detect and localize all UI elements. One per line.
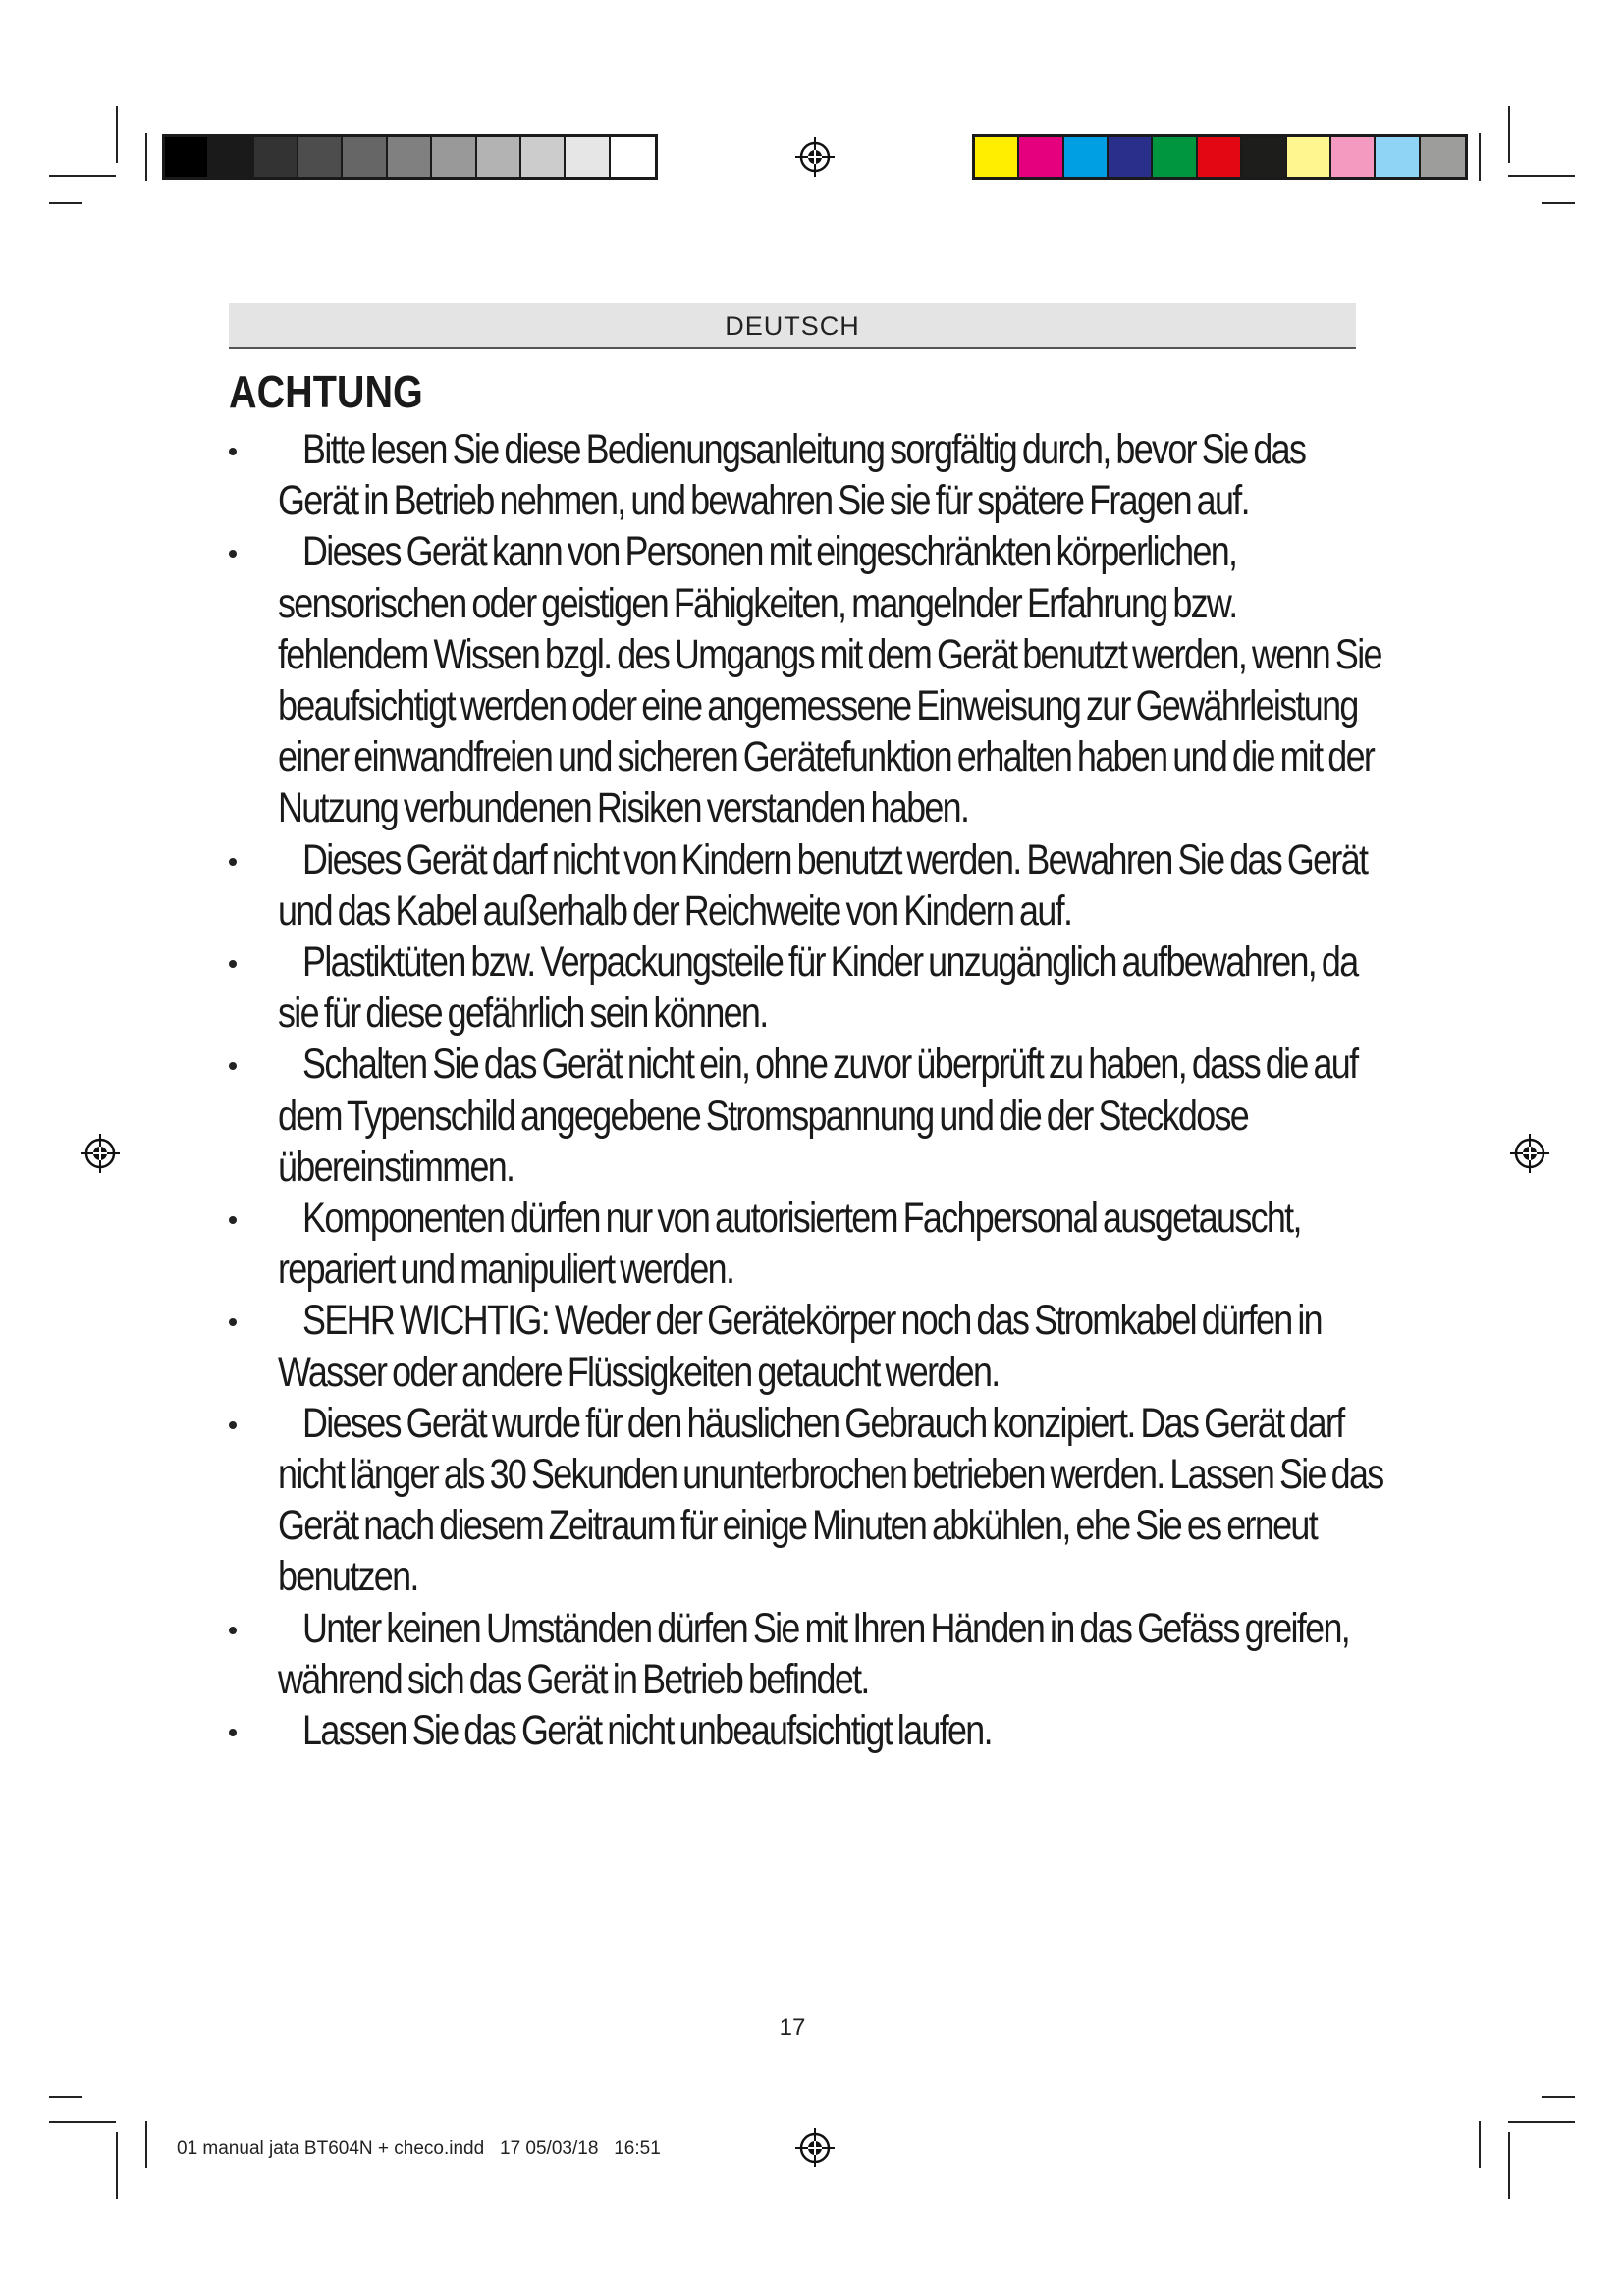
bullet-icon bbox=[229, 1216, 237, 1224]
bullet-icon bbox=[229, 858, 237, 866]
language-header: DEUTSCH bbox=[229, 303, 1356, 349]
bullet-icon bbox=[229, 550, 237, 558]
color-swatch bbox=[1019, 137, 1063, 177]
bullet-icon bbox=[229, 448, 237, 455]
crop-mark bbox=[1508, 175, 1575, 177]
grayscale-color-bar bbox=[162, 134, 658, 180]
list-item-text: Unter keinen Umständen dürfen Sie mit Ihren Händen in das Gefäss greifen, während sich das Gerät in Betrieb befindet. bbox=[278, 1604, 1350, 1703]
crop-mark bbox=[145, 2121, 147, 2168]
crop-mark bbox=[116, 106, 118, 163]
list-item bbox=[229, 1193, 1387, 1295]
crop-mark bbox=[1508, 2121, 1575, 2123]
color-swatch bbox=[343, 137, 387, 177]
crop-mark bbox=[1479, 133, 1481, 181]
color-swatch bbox=[1064, 137, 1109, 177]
color-swatch bbox=[1421, 137, 1465, 177]
list-item bbox=[229, 424, 1387, 526]
color-swatch bbox=[521, 137, 566, 177]
crop-mark bbox=[1508, 106, 1510, 163]
color-swatch bbox=[254, 137, 298, 177]
color-swatch bbox=[1242, 137, 1286, 177]
list-item-text: Dieses Gerät wurde für den häuslichen Gebrauch konzipiert. Das Gerät darf nicht länger als 30 Sekunden ununterbrochen betrieben werden. Lassen Sie das Gerät nach diesem Zeitraum für einige Minuten abkühlen, ehe Sie es erneut benutzen. bbox=[278, 1399, 1383, 1601]
color-swatch bbox=[1198, 137, 1242, 177]
color-swatch bbox=[566, 137, 610, 177]
registration-mark-icon bbox=[795, 2128, 835, 2167]
registration-mark-icon bbox=[795, 137, 835, 177]
color-swatch bbox=[1331, 137, 1376, 177]
crop-mark bbox=[49, 2096, 82, 2098]
bullet-icon bbox=[229, 1627, 237, 1634]
registration-mark-icon bbox=[1510, 1134, 1549, 1173]
bullet-icon bbox=[229, 960, 237, 968]
color-swatch bbox=[477, 137, 521, 177]
list-item-text: SEHR WICHTIG: Weder der Gerätekörper noch das Stromkabel dürfen in Wasser oder andere Flüssigkeiten getaucht werden. bbox=[278, 1297, 1322, 1396]
color-swatch bbox=[209, 137, 253, 177]
registration-mark-icon bbox=[81, 1134, 120, 1173]
color-swatch bbox=[432, 137, 476, 177]
list-item bbox=[229, 936, 1387, 1039]
list-item bbox=[229, 1603, 1387, 1705]
crop-mark bbox=[1479, 2121, 1481, 2168]
list-item-text: Bitte lesen Sie diese Bedienungsanleitung sorgfältig durch, bevor Sie das Gerät in Betrieb nehmen, und bewahren Sie sie für spätere Fragen auf. bbox=[278, 426, 1306, 525]
section-title: ACHTUNG bbox=[229, 366, 423, 417]
color-swatch bbox=[388, 137, 432, 177]
crop-mark bbox=[49, 175, 116, 177]
list-item bbox=[229, 1039, 1387, 1193]
color-swatch bbox=[1109, 137, 1153, 177]
list-item-text: Schalten Sie das Gerät nicht ein, ohne zuvor überprüft zu haben, dass die auf dem Typenschild angegebene Stromspannung und die der Steckdose übereinstimmen. bbox=[278, 1041, 1358, 1191]
list-item bbox=[229, 526, 1387, 833]
bullet-icon bbox=[229, 1062, 237, 1070]
process-color-bar bbox=[972, 134, 1468, 180]
list-item-text: Plastiktüten bzw. Verpackungsteile für Kinder unzugänglich aufbewahren, da sie für diese gefährlich sein können. bbox=[278, 938, 1358, 1038]
color-swatch bbox=[1153, 137, 1197, 177]
color-swatch bbox=[165, 137, 209, 177]
color-swatch bbox=[298, 137, 343, 177]
color-swatch bbox=[1376, 137, 1420, 177]
crop-mark bbox=[1542, 202, 1575, 204]
page-number: 17 bbox=[779, 2014, 806, 2041]
crop-mark bbox=[1542, 2096, 1575, 2098]
crop-mark bbox=[116, 2132, 118, 2199]
crop-mark bbox=[1508, 2132, 1510, 2199]
bullet-icon bbox=[229, 1421, 237, 1429]
list-item-text: Lassen Sie das Gerät nicht unbeaufsichtigt laufen. bbox=[302, 1707, 992, 1755]
color-swatch bbox=[975, 137, 1019, 177]
list-item-text: Dieses Gerät kann von Personen mit eingeschränkten körperlichen, sensorischen oder geistigen Fähigkeiten, mangelnder Erfahrung bzw. fehlendem Wissen bzgl. des Umgangs mit dem Gerät benutzt werden, wenn Sie beaufsichtigt werden oder eine angemessene Einweisung zur Gewährleistung einer einwandfreien und sicheren Gerätefunktion erhalten haben und die mit der Nutzung verbundenen Risiken verstanden haben. bbox=[278, 528, 1381, 832]
bullet-icon bbox=[229, 1729, 237, 1736]
color-swatch bbox=[611, 137, 655, 177]
list-item bbox=[229, 834, 1387, 936]
crop-mark bbox=[49, 202, 82, 204]
list-item bbox=[229, 1295, 1387, 1397]
bullet-icon bbox=[229, 1318, 237, 1326]
color-swatch bbox=[1287, 137, 1331, 177]
print-slug: 01 manual jata BT604N + checo.indd 17 05/03/18 16:51 bbox=[177, 2138, 661, 2159]
list-item bbox=[229, 1705, 1387, 1756]
warning-list bbox=[229, 424, 1387, 1756]
crop-mark bbox=[145, 133, 147, 181]
list-item bbox=[229, 1398, 1387, 1603]
list-item-text: Dieses Gerät darf nicht von Kindern benutzt werden. Bewahren Sie das Gerät und das Kabel außerhalb der Reichweite von Kindern auf. bbox=[278, 835, 1368, 934]
crop-mark bbox=[49, 2121, 116, 2123]
list-item-text: Komponenten dürfen nur von autorisiertem Fachpersonal ausgetauscht, repariert und manipuliert werden. bbox=[278, 1195, 1301, 1294]
